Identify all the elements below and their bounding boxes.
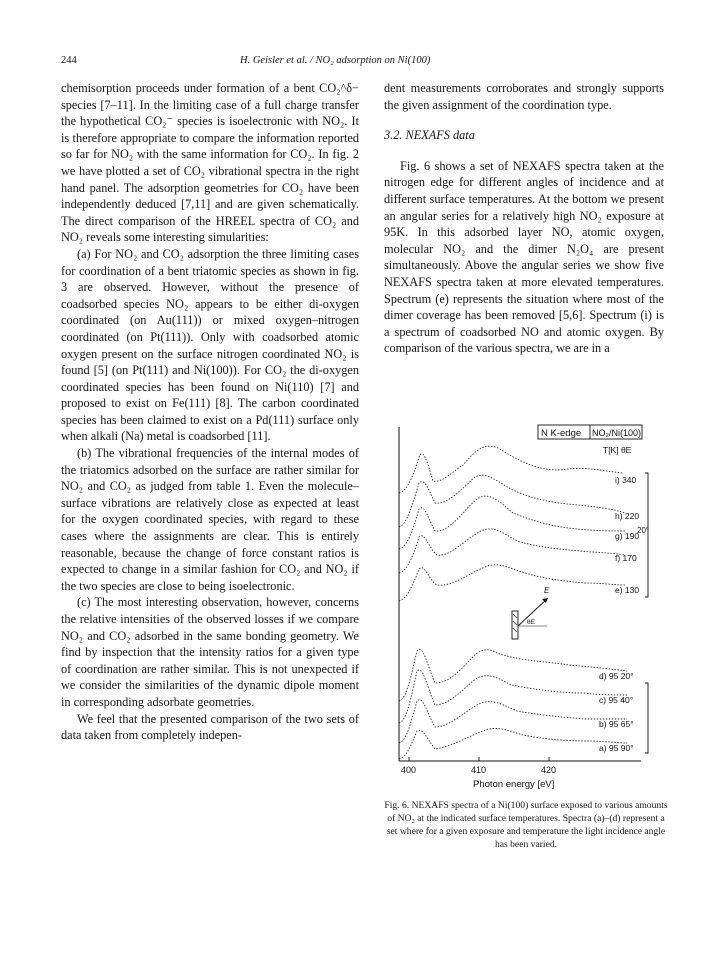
spectrum-i [399,446,623,493]
paragraph: dent measurements corroborates and strongly supports the given assignment of the coordination type. [384,81,664,112]
e-field-label: E [544,586,550,595]
temperature-bracket [645,473,648,753]
running-title: H. Geisler et al. / NO₂ adsorption on Ni(100) [240,55,431,66]
label-d: d) 95 20° [599,671,634,681]
spectrum-a [399,728,627,759]
paragraph: We feel that the presented comparison of the two sets of data taken from completely indepen- [61,711,359,743]
spectrum-g [399,496,625,549]
paragraph: (c) The most interesting observation, however, concerns the relative intensities of the observed losses if we compare NO₂ and CO₂ adsorbed in the same bonding geometry. We find by inspection that the intensity ratios for a given type of coordination are rather similar. This is not unexpected if we consider the similarities of the dynamic dipole moment in corresponding adsorbate geometries. [61,595,359,709]
section-heading: 3.2. NEXAFS data [384,128,475,143]
nexafs-plot [393,421,663,794]
legend-edge: N K-edge [541,428,582,439]
spectrum-d [399,649,627,701]
page-number: 244 [61,55,77,66]
theta-label: θE [527,619,535,626]
right-column [384,80,664,357]
spectrum-h [399,475,625,527]
x-tick-420: 420 [541,765,557,775]
bracket-angle: 20° [637,526,650,535]
column-header: T[K] θE [603,445,632,455]
legend-system: NO₂/Ni(100) [592,428,642,438]
spectrum-e [399,565,625,601]
label-e: e) 130 [615,585,640,595]
x-tick-400: 400 [401,765,417,775]
label-f: f) 170 [615,553,637,563]
figure-caption: Fig. 6. NEXAFS spectra of a Ni(100) surface exposed to various amounts of NO₂ at the indicated surface temperatures. Spectra (a)–(d) represent a set where for a given exposure and temperature the light incidence angle has been varied. [384,800,668,850]
paragraph: (b) The vibrational frequencies of the internal modes of the triatomics adsorbed on the surface are rather similar for NO₂ and CO₂ as judged from table 1. Even the molecule–surface vibrations are relatively close as expected at least for the oxygen coordinated species, with regard to these cases where the assignments are clear. This is entirely reasonable, because the change of force constant ratios is expected to change in a similar fashion for CO₂ and NO₂ if the two species are close to being isoelectronic. [61,446,359,593]
label-b: b) 95 65° [599,719,634,729]
label-i: i) 340 [615,475,637,485]
label-h: h) 220 [615,511,640,521]
x-tick-410: 410 [471,765,487,775]
geometry-inset [512,586,550,639]
paragraph: (a) For NO₂ and CO₂ adsorption the three limiting cases for coordination of a bent triatomic species as shown in fig. 3 are observed. However, without the presence of coadsorbed species NO₂ appears to be either di-oxygen coordinated (on Au(111)) or mixed oxygen–nitrogen coordinated (on Pt(111)). Only with coadsorbed atomic oxygen present on the surface nitrogen coordinated NO₂ is found [5] (on Pt(111) and Ni(100)). For CO₂ the di-oxygen coordinated species has been found on Ni(110) [7] and proposed to exist on Fe(111) [8]. The carbon coordinated species has been claimed to exist on a Pd(111) surface only when alkali (Na) metal is coadsorbed [11]. [61,246,359,444]
label-g: g) 190 [615,531,640,541]
figure-6 [393,421,663,794]
spectrum-f [399,529,625,573]
x-axis-label: Photon energy [eV] [473,779,555,790]
spectrum-b [399,700,627,743]
label-a: a) 95 90° [599,743,634,753]
paragraph: Fig. 6 shows a set of NEXAFS spectra taken at the nitrogen edge for different angles of incidence and at different surface temperatures. At the bottom we present an angular series for a relatively high NO₂ exposure at 95K. In this adsorbed layer NO, atomic oxygen, molecular NO₂ and the dimer N₂O₄ are present simultaneously. Above the angular series we show five NEXAFS spectra taken at more elevated temperatures. Spectrum (e) represents the situation where most of the dimer coverage has been removed [5,6]. Spectrum (i) is a spectrum of coadsorbed NO and atomic oxygen. By comparison of the various spectra, we are in a [384,158,664,356]
left-column [61,80,359,744]
paragraph: chemisorption proceeds under formation of a bent CO₂^δ− species [7–11]. In the limiting case of a full charge transfer the hypothetical CO₂⁻ species is isoelectronic with NO₂. It is therefore appropriate to compare the information reported so far for NO₂ with the same information for CO₂. In fig. 2 we have plotted a set of CO₂ vibrational spectra in the right hand panel. The adsorption geometries for CO₂ have been independently deduced [7,11] and are given schematically. The direct comparison of the HREEL spectra of CO₂ and NO₂ reveals some interesting simularities: [61,81,359,245]
spectrum-c [399,670,627,723]
label-c: c) 95 40° [599,695,634,705]
